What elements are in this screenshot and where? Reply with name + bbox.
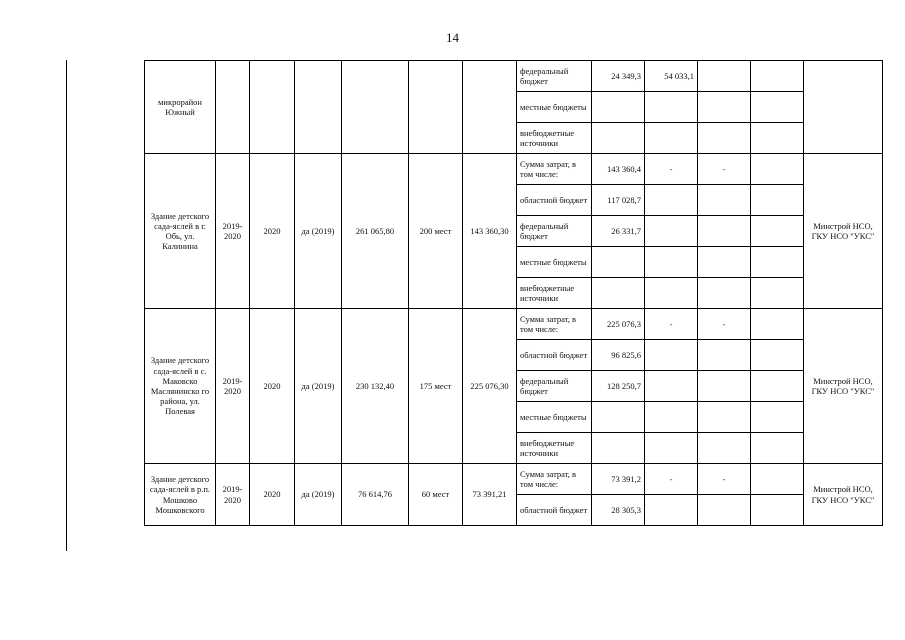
funding-value: 73 391,2 xyxy=(592,464,645,495)
total-cost-cell: 73 391,21 xyxy=(463,464,517,526)
funding-source-label: местные бюджеты xyxy=(517,247,592,278)
funding-value: - xyxy=(698,309,751,340)
table-row xyxy=(145,464,883,495)
object-name-cell: Здание детского сада-яслей в г. Обь, ул. Калинина xyxy=(145,154,216,309)
funding-value: 143 360,4 xyxy=(592,154,645,185)
page-number: 14 xyxy=(446,30,459,45)
design-docs-cell: да (2019) xyxy=(295,154,342,309)
object-name-cell: Здание детского сада-яслей в р.п. Мошково Мошковского xyxy=(145,464,216,526)
customer-cell: Минстрой НСО, ГКУ НСО "УКС" xyxy=(804,154,883,309)
completion-year-cell: 2020 xyxy=(250,154,295,309)
funding-value: 28 305,3 xyxy=(592,495,645,526)
construction-objects-table xyxy=(144,60,883,526)
completion-year-cell: 2020 xyxy=(250,309,295,464)
funding-value: 225 076,3 xyxy=(592,309,645,340)
funding-value: 96 825,6 xyxy=(592,340,645,371)
funding-source-label: федеральный бюджет xyxy=(517,216,592,247)
design-docs-cell: да (2019) xyxy=(295,464,342,526)
customer-cell: Минстрой НСО, ГКУ НСО "УКС" xyxy=(804,309,883,464)
funding-source-label: Сумма затрат, в том числе: xyxy=(517,154,592,185)
table-row xyxy=(145,309,883,340)
period-cell: 2019-2020 xyxy=(216,154,250,309)
funding-value: - xyxy=(645,154,698,185)
funding-source-label: федеральный бюджет xyxy=(517,61,592,92)
capacity-cell: 175 мест xyxy=(409,309,463,464)
funding-source-label: местные бюджеты xyxy=(517,92,592,123)
funding-source-label: местные бюджеты xyxy=(517,402,592,433)
funding-source-label: областной бюджет xyxy=(517,185,592,216)
table-row xyxy=(145,61,883,92)
funding-value: 128 250,7 xyxy=(592,371,645,402)
funding-source-label: Сумма затрат, в том числе: xyxy=(517,464,592,495)
total-cost-cell: 225 076,30 xyxy=(463,309,517,464)
object-name-cell: микрорайон Южный xyxy=(145,61,216,154)
design-docs-cell: да (2019) xyxy=(295,309,342,464)
left-margin-rule xyxy=(66,60,67,551)
completion-year-cell: 2020 xyxy=(250,464,295,526)
funding-value: 54 033,1 xyxy=(645,61,698,92)
funding-value: - xyxy=(698,464,751,495)
estimated-cost-cell: 230 132,40 xyxy=(342,309,409,464)
funding-source-label: областной бюджет xyxy=(517,340,592,371)
funding-value: - xyxy=(645,464,698,495)
period-cell: 2019-2020 xyxy=(216,309,250,464)
funding-value: - xyxy=(645,309,698,340)
funding-value: 117 028,7 xyxy=(592,185,645,216)
total-cost-cell: 143 360,30 xyxy=(463,154,517,309)
period-cell: 2019-2020 xyxy=(216,464,250,526)
object-name-cell: Здание детского сада-яслей в с. Маковско Маслянинско го района, ул. Полевая xyxy=(145,309,216,464)
table-row xyxy=(145,154,883,185)
capacity-cell: 60 мест xyxy=(409,464,463,526)
funding-source-label: внебюджетные источники xyxy=(517,278,592,309)
funding-source-label: внебюджетные источники xyxy=(517,123,592,154)
customer-cell: Минстрой НСО, ГКУ НСО "УКС" xyxy=(804,464,883,526)
estimated-cost-cell: 261 065,80 xyxy=(342,154,409,309)
funding-source-label: внебюджетные источники xyxy=(517,433,592,464)
funding-value: - xyxy=(698,154,751,185)
estimated-cost-cell: 76 614,76 xyxy=(342,464,409,526)
funding-value: 26 331,7 xyxy=(592,216,645,247)
funding-source-label: Сумма затрат, в том числе: xyxy=(517,309,592,340)
capacity-cell: 200 мест xyxy=(409,154,463,309)
funding-source-label: областной бюджет xyxy=(517,495,592,526)
funding-source-label: федеральный бюджет xyxy=(517,371,592,402)
funding-value: 24 349,3 xyxy=(592,61,645,92)
